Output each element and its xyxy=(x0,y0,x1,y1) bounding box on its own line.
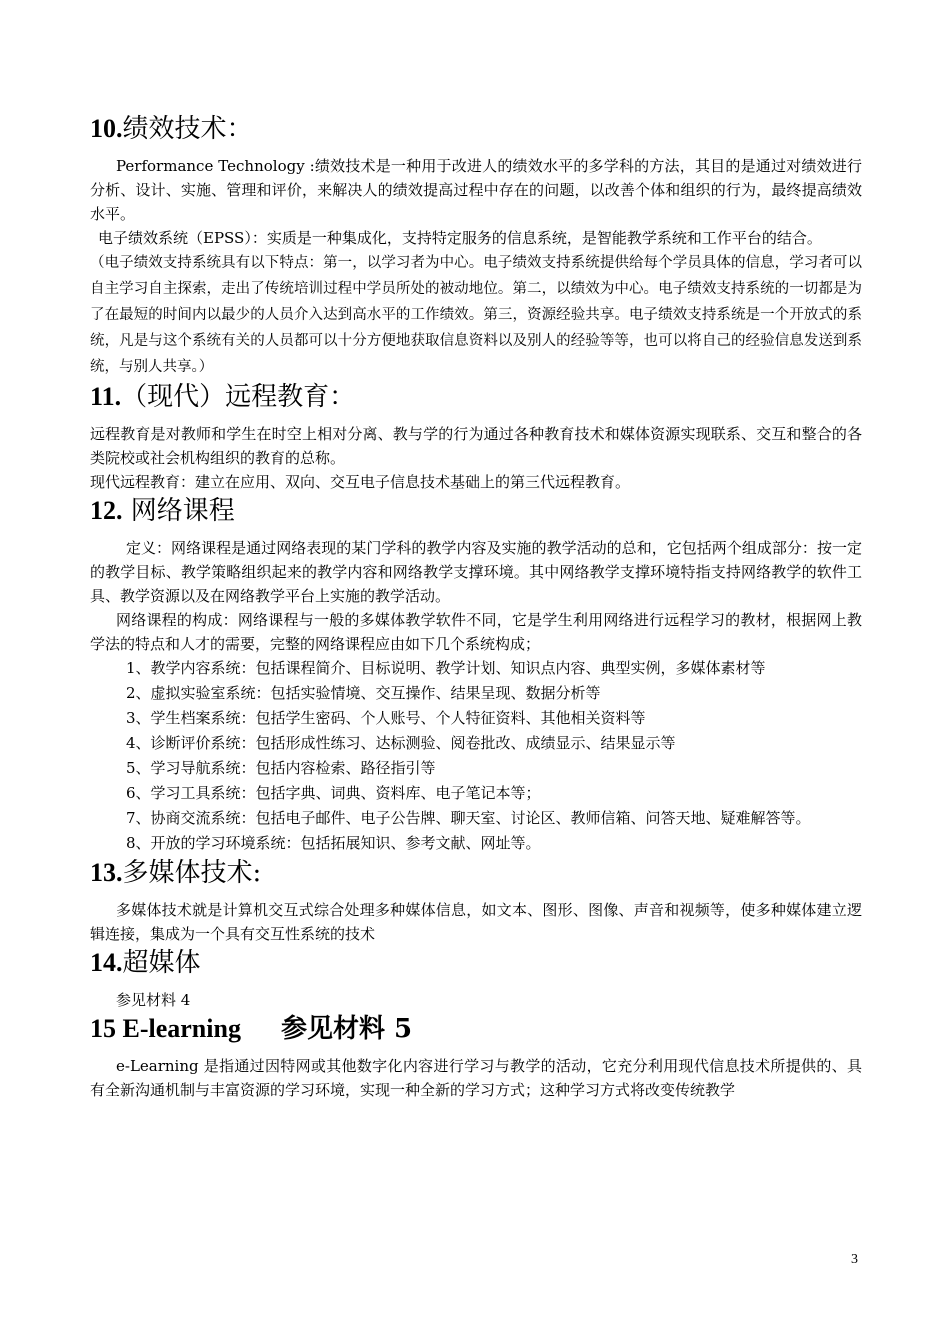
section-10-title: 绩效技术： xyxy=(122,114,253,144)
section-11-paragraph-1: 远程教育是对教师和学生在时空上相对分离、教与学的行为通过各种教育技术和媒体资源实现联系、交互和整合的各类院校或社会机构组织的教育的总称。 xyxy=(90,425,862,467)
section-13-paragraph-1: 多媒体技术就是计算机交互式综合处理多种媒体信息，如文本、图形、图像、声音和视频等，使多种媒体建立逻辑连接，集成为一个具有交互性系统的技术 xyxy=(90,901,862,943)
section-13-title: 多媒体技术: xyxy=(122,858,262,888)
section-14-number: 14. xyxy=(90,948,123,977)
section-12-number: 12. xyxy=(90,496,123,525)
list-item: 1、教学内容系统：包括课程简介、目标说明、教学计划、知识点内容、典型实例，多媒体素材等 xyxy=(126,659,766,677)
page-number: 3 xyxy=(851,1252,858,1267)
section-13-heading xyxy=(90,856,862,890)
list-item: 5、学习导航系统：包括内容检索、路径指引等 xyxy=(126,759,436,777)
section-15-paragraph-1: e-Learning 是指通过因特网或其他数字化内容进行学习与教学的活动，它充分利用现代信息技术所提供的、具有全新沟通机制与丰富资源的学习环境，实现一种全新的学习方式；这种学习方式将改变传统教学 xyxy=(90,1057,862,1099)
section-12-paragraph-2: 网络课程的构成：网络课程与一般的多媒体教学软件不同，它是学生利用网络进行远程学习的教材，根据网上教学法的特点和人才的需要，完整的网络课程应由如下几个系统构成； xyxy=(90,611,862,653)
section-12-heading xyxy=(90,494,862,528)
section-10-number: 10. xyxy=(90,114,123,143)
section-10-paragraph-2: 电子绩效系统（EPSS）：实质是一种集成化，支持特定服务的信息系统，是智能教学系统和工作平台的结合。 xyxy=(98,229,822,247)
section-10-heading xyxy=(90,112,862,146)
section-11-number: 11. xyxy=(90,382,122,411)
list-item: 4、诊断评价系统：包括形成性练习、达标测验、阅卷批改、成绩显示、结果显示等 xyxy=(126,734,676,752)
section-14-paragraph-1: 参见材料 4 xyxy=(116,991,191,1009)
section-15-reference: 参见材料 5 xyxy=(280,1014,413,1044)
section-11-heading xyxy=(90,380,862,414)
section-10-paragraph-1: Performance Technology :绩效技术是一种用于改进人的绩效水平的多学科的方法，其目的是通过对绩效进行分析、设计、实施、管理和评价，来解决人的绩效提高过程中存在的问题，以改善个体和组织的行为，最终提高绩效水平。 xyxy=(90,157,862,223)
section-12-title: 网络课程 xyxy=(122,496,235,526)
section-10-paragraph-3: （电子绩效支持系统具有以下特点：第一，以学习者为中心。电子绩效支持系统提供给每个学员具体的信息，学习者可以自主学习自主探索，走出了传统培训过程中学员所处的被动地位。第二，以绩效为中心。电子绩效支持系统的一切都是为了在最短的时间内以最少的人员介入达到高水平的工作绩效。第三，资源经验共享。电子绩效支持系统是一个开放式的系统，凡是与这个系统有关的人员都可以十分方便地获取信息资料以及别人的经验等等，也可以将自己的经验信息发送到系统，与别人共享。） xyxy=(90,255,862,375)
list-item: 3、学生档案系统：包括学生密码、个人账号、个人特征资料、其他相关资料等 xyxy=(126,709,646,727)
section-12-paragraph-1: 定义：网络课程是通过网络表现的某门学科的教学内容及实施的教学活动的总和，它包括两个组成部分：按一定的教学目标、教学策略组织起来的教学内容和网络教学支撑环境。其中网络教学支撑环境特指支持网络教学的软件工具、教学资源以及在网络教学平台上实施的教学活动。 xyxy=(90,539,862,605)
list-item: 2、虚拟实验室系统：包括实验情境、交互操作、结果呈现、数据分析等 xyxy=(126,684,601,702)
section-14-heading xyxy=(90,946,862,980)
list-item: 7、协商交流系统：包括电子邮件、电子公告牌、聊天室、讨论区、教师信箱、问答天地、疑难解答等。 xyxy=(126,809,811,827)
section-11-paragraph-2: 现代远程教育：建立在应用、双向、交互电子信息技术基础上的第三代远程教育。 xyxy=(90,473,631,491)
section-15-heading xyxy=(90,1012,862,1046)
list-item: 6、学习工具系统：包括字典、词典、资料库、电子笔记本等； xyxy=(126,784,541,802)
list-item: 8、开放的学习环境系统：包括拓展知识、参考文献、网址等。 xyxy=(126,834,541,852)
document-page xyxy=(90,112,862,1102)
section-14-title: 超媒体 xyxy=(122,948,201,978)
section-11-title: （现代）远程教育： xyxy=(121,382,356,412)
section-15-title: 15 E-learning xyxy=(90,1014,241,1043)
section-13-number: 13. xyxy=(90,858,123,887)
